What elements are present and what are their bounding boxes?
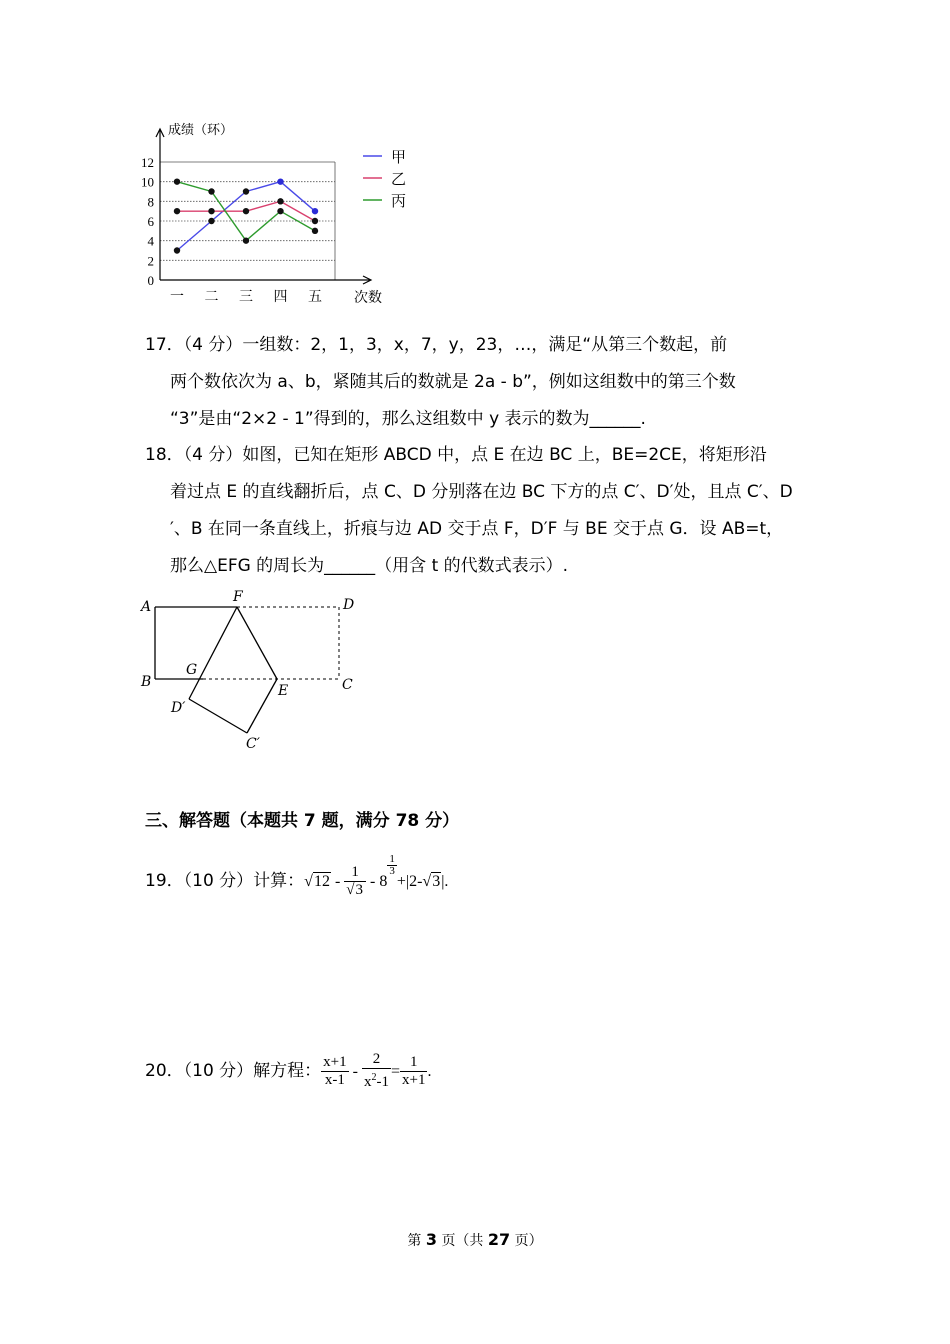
crease-fe xyxy=(237,607,277,679)
series-3-point-3 xyxy=(243,237,249,243)
q20-frac-2: $\frac{2}{x^2-1}$ xyxy=(363,1051,389,1090)
q17-line-2: 两个数依次为 a、b，紧随其后的数就是 2a - b”，例如这组数中的第三个数 xyxy=(170,372,736,392)
y-tick-label-8: 8 xyxy=(147,194,154,210)
label-c-prime: C′ xyxy=(246,736,260,752)
footer-post: 页） xyxy=(514,1233,543,1249)
q17-line-1: 17．（4 分）一组数：2，1，3，x，7，y，23，…，满足“从第三个数起，前 xyxy=(145,335,728,355)
chart-legend xyxy=(363,148,406,210)
y-tick-label-2: 2 xyxy=(147,253,154,269)
q18-line-3: ′、B 在同一条直线上，折痕与边 AD 交于点 F，D′F 与 BE 交于点 G．设 AB=t， xyxy=(170,519,784,539)
q19-exponent: $\frac{1}{3}$ xyxy=(389,853,395,877)
rectangle-fold-figure xyxy=(135,585,375,755)
series-2-point-2 xyxy=(208,208,214,214)
q19-abs-close: |. xyxy=(441,873,449,890)
series-3-point-1 xyxy=(174,178,180,184)
chart-grid xyxy=(160,162,335,280)
footer-pre: 第 xyxy=(407,1233,422,1249)
footer-page-number: 3 xyxy=(425,1230,437,1249)
series-1-point-5 xyxy=(312,208,318,214)
series-1-point-1 xyxy=(174,247,180,253)
q20-frac-1: $\frac{x+1}{x-1}$ xyxy=(323,1053,347,1088)
y-tick-label-0: 0 xyxy=(147,273,154,288)
label-d-prime: D′ xyxy=(171,700,186,716)
q18-line-1: 18．（4 分）如图，已知在矩形 ABCD 中，点 E 在边 BC 上，BE=2CE，将矩形沿 xyxy=(145,445,767,465)
footer-mid: 页（共 xyxy=(441,1233,484,1249)
q17-line-3: “3”是由“2×2 - 1”得到的，那么这组数中 y 表示的数为______. xyxy=(170,409,646,429)
q20-minus: - xyxy=(348,1063,362,1080)
series-1-point-4 xyxy=(277,178,283,184)
legend-label-3: 丙 xyxy=(391,192,407,210)
series-3-point-5 xyxy=(312,228,318,234)
series-2-point-5 xyxy=(312,218,318,224)
x-axis-title: 次数 xyxy=(354,290,382,306)
section-heading: 三、解答题（本题共 7 题，满分 78 分） xyxy=(145,811,460,831)
label-g: G xyxy=(186,662,198,678)
q19-minus-2: - xyxy=(366,873,380,890)
q19-sqrt12: √12 xyxy=(304,873,330,890)
chart-series xyxy=(174,178,318,253)
series-2-point-3 xyxy=(243,208,249,214)
edge-dprime-cprime xyxy=(189,699,247,733)
legend-label-1: 甲 xyxy=(391,148,407,166)
series-1-point-3 xyxy=(243,188,249,194)
q19 xyxy=(145,854,448,899)
y-tick-label-4: 4 xyxy=(147,233,154,249)
series-2-point-1 xyxy=(174,208,180,214)
q20-frac-3: $\frac{1}{x+1}$ xyxy=(402,1053,426,1088)
q19-prefix: 19．（10 分）计算： xyxy=(145,871,305,891)
series-3-point-4 xyxy=(277,208,283,214)
y-axis-title: 成绩（环） xyxy=(168,123,234,138)
x-tick-label-4: 四 xyxy=(273,289,288,305)
edge-cprime-e xyxy=(247,679,277,733)
q20 xyxy=(145,1051,431,1091)
series-1-point-2 xyxy=(208,218,214,224)
label-c: C xyxy=(342,677,353,693)
q19-power: 8 $\frac{1}{3}$ xyxy=(379,853,395,890)
x-tick-label-2: 二 xyxy=(204,289,219,305)
page-footer xyxy=(0,1230,950,1250)
x-tick-label-5: 五 xyxy=(308,289,322,305)
x-tick-label-3: 三 xyxy=(239,289,253,305)
score-line-chart xyxy=(130,118,430,310)
q19-abs-open: +|2- xyxy=(396,873,423,890)
legend-label-2: 乙 xyxy=(391,170,407,188)
series-3-point-2 xyxy=(208,188,214,194)
label-e: E xyxy=(278,683,289,699)
y-tick-label-6: 6 xyxy=(147,214,154,229)
q20-prefix: 20．（10 分）解方程： xyxy=(145,1061,322,1081)
y-tick-label-10: 10 xyxy=(141,174,154,190)
q19-sqrt3-abs: √3 xyxy=(422,873,441,890)
q20-end: . xyxy=(427,1063,432,1080)
x-tick-label-1: 一 xyxy=(170,289,184,305)
label-f: F xyxy=(233,589,243,605)
series-2-point-4 xyxy=(277,198,283,204)
label-b: B xyxy=(141,674,152,690)
q19-frac-1-over-sqrt3: $\frac{1}{√3}$ xyxy=(344,864,366,899)
footer-total-pages: 27 xyxy=(487,1230,511,1249)
edge-fd-prime xyxy=(189,607,237,699)
q19-minus-1: - xyxy=(330,873,345,890)
q20-equals: = xyxy=(390,1063,400,1080)
q18-line-4: 那么△EFG 的周长为______（用含 t 的代数式表示）. xyxy=(170,556,569,576)
label-d: D xyxy=(343,597,355,613)
label-a: A xyxy=(141,599,152,615)
q18-line-2: 着过点 E 的直线翻折后，点 C、D 分别落在边 BC 下方的点 C′、D′处，且点 C′、D xyxy=(170,482,793,502)
y-tick-label-12: 12 xyxy=(141,155,154,170)
